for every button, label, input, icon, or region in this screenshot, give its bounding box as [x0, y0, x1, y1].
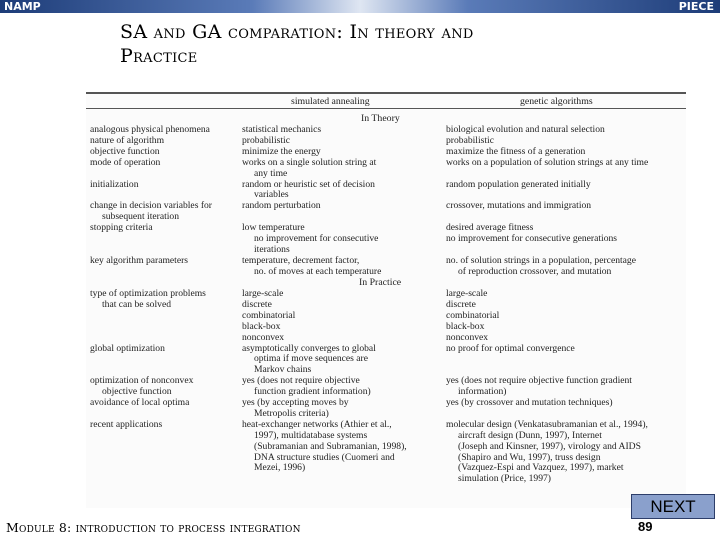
- row-label: nature of algorithm: [90, 134, 165, 146]
- ga-value: no improvement for consecutive generations: [446, 233, 618, 244]
- row-label: objective function: [90, 145, 160, 157]
- sa-value: heat-exchanger networks (Athier et al.,: [242, 418, 392, 430]
- ga-value: (Vazquez-Espi and Vazquez, 1997), market: [458, 462, 624, 474]
- ga-value: information): [458, 386, 507, 398]
- ga-value: crossover, mutations and immigration: [446, 200, 592, 212]
- sa-value: works on a single solution string at: [242, 156, 377, 168]
- comparison-table: [86, 92, 686, 508]
- header-left-label: NAMP: [4, 0, 41, 13]
- title-line-1: SA and GA comparation: In theory and: [120, 21, 474, 43]
- row-label: avoidance of local optima: [90, 397, 190, 408]
- sa-value: no. of moves at each temperature: [254, 265, 382, 277]
- row-label: optimization of nonconvex: [90, 375, 194, 387]
- sa-value: Metropolis criteria): [254, 407, 329, 419]
- row-label: global optimization: [90, 342, 165, 354]
- sa-value: nonconvex: [242, 331, 285, 343]
- ga-value: desired average fitness: [446, 222, 534, 234]
- ga-value: (Shapiro and Wu, 1997), truss design: [458, 451, 601, 463]
- module-footer: Module 8: introduction to process integration: [6, 520, 301, 535]
- sa-value: Markov chains: [254, 364, 312, 376]
- sa-value: temperature, decrement factor,: [242, 254, 360, 266]
- next-button[interactable]: NEXT: [631, 494, 715, 519]
- row-label: change in decision variables for: [90, 200, 213, 212]
- ga-value: discrete: [446, 298, 476, 310]
- ga-value: biological evolution and natural selection: [446, 124, 605, 135]
- ga-value: no. of solution strings in a population, percentage: [446, 254, 636, 266]
- sa-value: optima if move sequences are: [254, 353, 369, 365]
- sa-value: yes (does not require objective: [242, 375, 360, 387]
- ga-value: nonconvex: [446, 331, 489, 343]
- row-label: key algorithm parameters: [90, 254, 189, 266]
- table-top-rule: [86, 92, 686, 94]
- header-right-label: PIECE: [678, 0, 714, 13]
- header-rule: [86, 108, 686, 109]
- sa-value: Mezei, 1996): [254, 462, 306, 474]
- sa-value: discrete: [242, 298, 272, 310]
- row-label: that can be solved: [102, 298, 171, 310]
- ga-value: simulation (Price, 1997): [458, 473, 551, 485]
- sa-value: random perturbation: [242, 200, 321, 212]
- sa-value: yes (by accepting moves by: [242, 397, 349, 408]
- ga-value: of reproduction crossover, and mutation: [458, 265, 612, 277]
- sa-value: statistical mechanics: [242, 124, 322, 135]
- ga-value: maximize the fitness of a generation: [446, 145, 586, 157]
- sa-value: low temperature: [242, 222, 305, 234]
- sa-value: minimize the energy: [242, 145, 321, 157]
- sa-value: 1997), multidatabase systems: [254, 429, 368, 441]
- sa-value: probabilistic: [242, 134, 290, 146]
- slide-title: [120, 20, 620, 68]
- title-line-2: Practice: [120, 45, 198, 67]
- section-in-practice: In Practice: [359, 277, 402, 288]
- sa-value: function gradient information): [254, 386, 371, 398]
- row-label: stopping criteria: [90, 222, 153, 234]
- row-label: recent applications: [90, 418, 163, 430]
- row-label: subsequent iteration: [102, 211, 179, 223]
- sa-value: DNA structure studies (Cuomeri and: [254, 451, 395, 463]
- ga-value: aircraft design (Dunn, 1997), Internet: [458, 429, 602, 441]
- row-label: initialization: [90, 178, 139, 190]
- row-label: objective function: [102, 386, 172, 398]
- ga-value: (Joseph and Kinsner, 1997), virology and AIDS: [458, 440, 641, 452]
- ga-value: random population generated initially: [446, 178, 591, 190]
- sa-value: (Subramanian and Subramanian, 1998),: [254, 440, 407, 452]
- ga-value: large-scale: [446, 288, 488, 299]
- column-header-sa: simulated annealing: [291, 96, 370, 107]
- ga-value: molecular design (Venkatasubramanian et al., 1994),: [446, 418, 648, 430]
- sa-value: any time: [254, 167, 288, 179]
- ga-value: black-box: [446, 320, 485, 332]
- page-number: 89: [638, 519, 653, 534]
- sa-value: combinatorial: [242, 309, 296, 321]
- header-bar: [0, 0, 720, 13]
- sa-value: variables: [254, 189, 289, 201]
- sa-value: random or heuristic set of decision: [242, 178, 375, 190]
- sa-value: no improvement for consecutive: [254, 233, 379, 244]
- section-in-theory: In Theory: [361, 113, 400, 124]
- ga-value: no proof for optimal convergence: [446, 342, 575, 354]
- sa-value: asymptotically converges to global: [242, 342, 376, 354]
- row-label: mode of operation: [90, 156, 161, 168]
- row-label: analogous physical phenomena: [90, 124, 210, 135]
- ga-value: works on a population of solution strings at any time: [446, 156, 649, 168]
- row-label: type of optimization problems: [90, 288, 206, 299]
- column-header-ga: genetic algorithms: [520, 96, 593, 107]
- ga-value: combinatorial: [446, 309, 500, 321]
- ga-value: yes (does not require objective function gradient: [446, 375, 632, 387]
- sa-value: iterations: [254, 243, 290, 255]
- ga-value: probabilistic: [446, 134, 494, 146]
- sa-value: black-box: [242, 320, 281, 332]
- sa-value: large-scale: [242, 288, 284, 299]
- ga-value: yes (by crossover and mutation techniques): [446, 397, 613, 408]
